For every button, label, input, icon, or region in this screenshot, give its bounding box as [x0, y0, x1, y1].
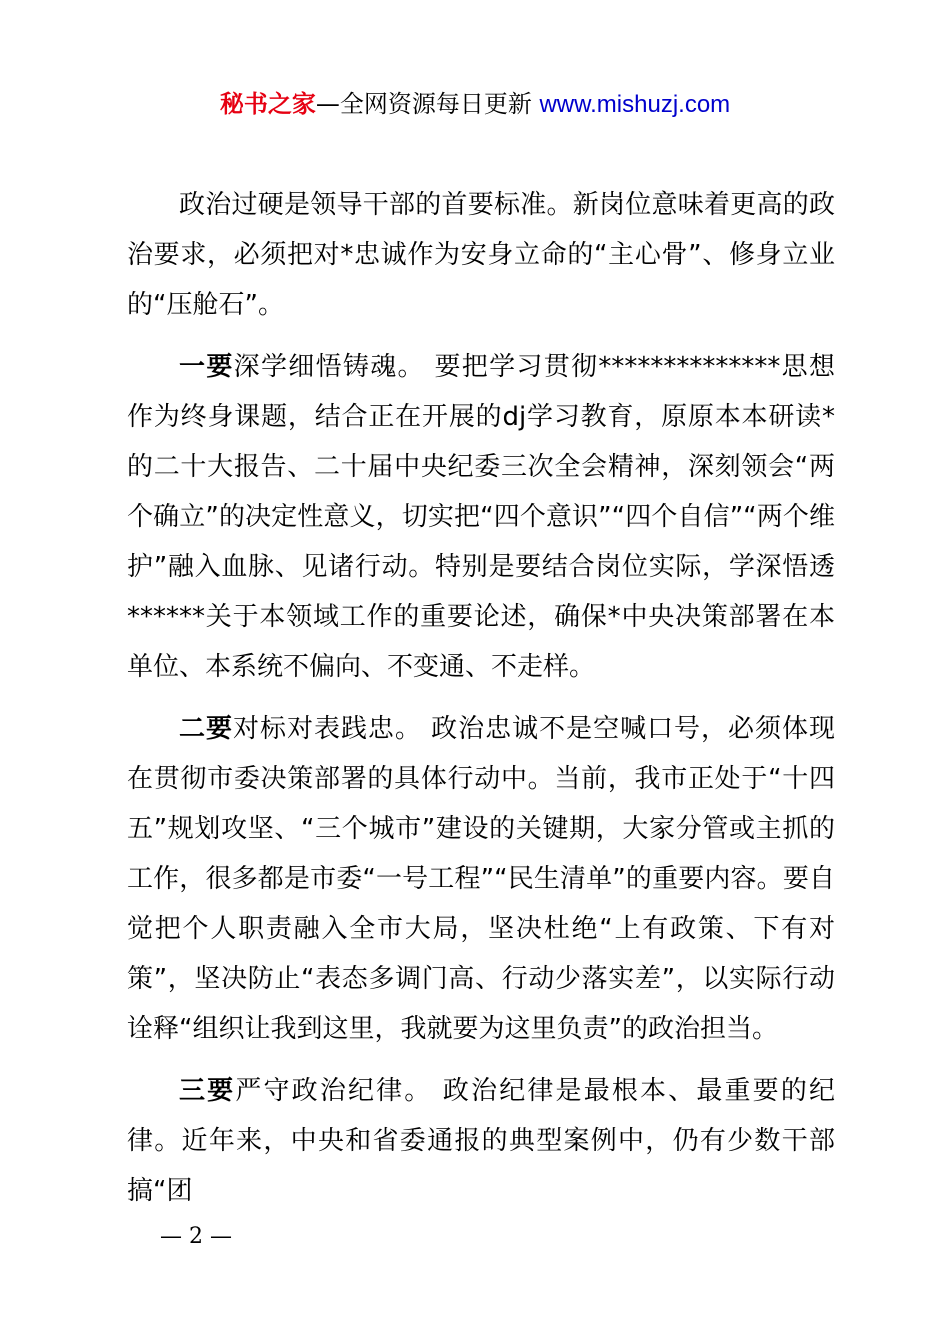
- header-tagline: —全网资源每日更新: [315, 90, 540, 118]
- paragraph-point-1: [127, 342, 835, 692]
- paragraph-lead: 三要: [179, 1076, 236, 1106]
- paragraph-text: 严守政治纪律。 政治纪律是最根本、最重要的纪律。近年来，中央和省委通报的典型案例中，仍有少数干部搞“团: [127, 1076, 835, 1206]
- paragraph-point-3: [127, 1066, 835, 1216]
- brand-name: 秘书之家: [219, 90, 316, 118]
- paragraph-point-2: [127, 704, 835, 1054]
- paragraph-lead: 二要: [179, 714, 233, 744]
- site-url[interactable]: www.mishuzj.com: [539, 91, 731, 118]
- document-body: [127, 180, 835, 1228]
- paragraph-text: 政治过硬是领导干部的首要标准。新岗位意味着更高的政治要求，必须把对*忠诚作为安身立命的“主心骨”、修身立业的“压舱石”。: [127, 190, 835, 320]
- paragraph-intro: [127, 180, 835, 330]
- paragraph-text: 深学细悟铸魂。 要把学习贯彻**************思想作为终身课题，结合正在开展的dj学习教育，原原本本研读*的二十大报告、二十届中央纪委三次全会精神，深刻领会“两个确立”的决定性意义，切实把“四个意识”“四个自信”“两个维护”融入血脉、见诸行动。特别是要结合岗位实际，学深悟透******关于本领域工作的重要论述，确保*中央决策部署在本单位、本系统不偏向、不变通、不走样。: [127, 352, 835, 682]
- page-number: — 2 —: [160, 1224, 232, 1249]
- paragraph-lead: 一要: [179, 352, 234, 382]
- paragraph-text: 对标对表践忠。 政治忠诚不是空喊口号，必须体现在贯彻市委决策部署的具体行动中。当前，我市正处于“十四五”规划攻坚、“三个城市”建设的关键期，大家分管或主抓的工作，很多都是市委“一号工程”“民生清单”的重要内容。要自觉把个人职责融入全市大局，坚决杜绝“上有政策、下有对策”，坚决防止“表态多调门高、行动少落实差”，以实际行动诠释“组织让我到这里，我就要为这里负责”的政治担当。: [127, 714, 835, 1044]
- page-header: [0, 86, 950, 123]
